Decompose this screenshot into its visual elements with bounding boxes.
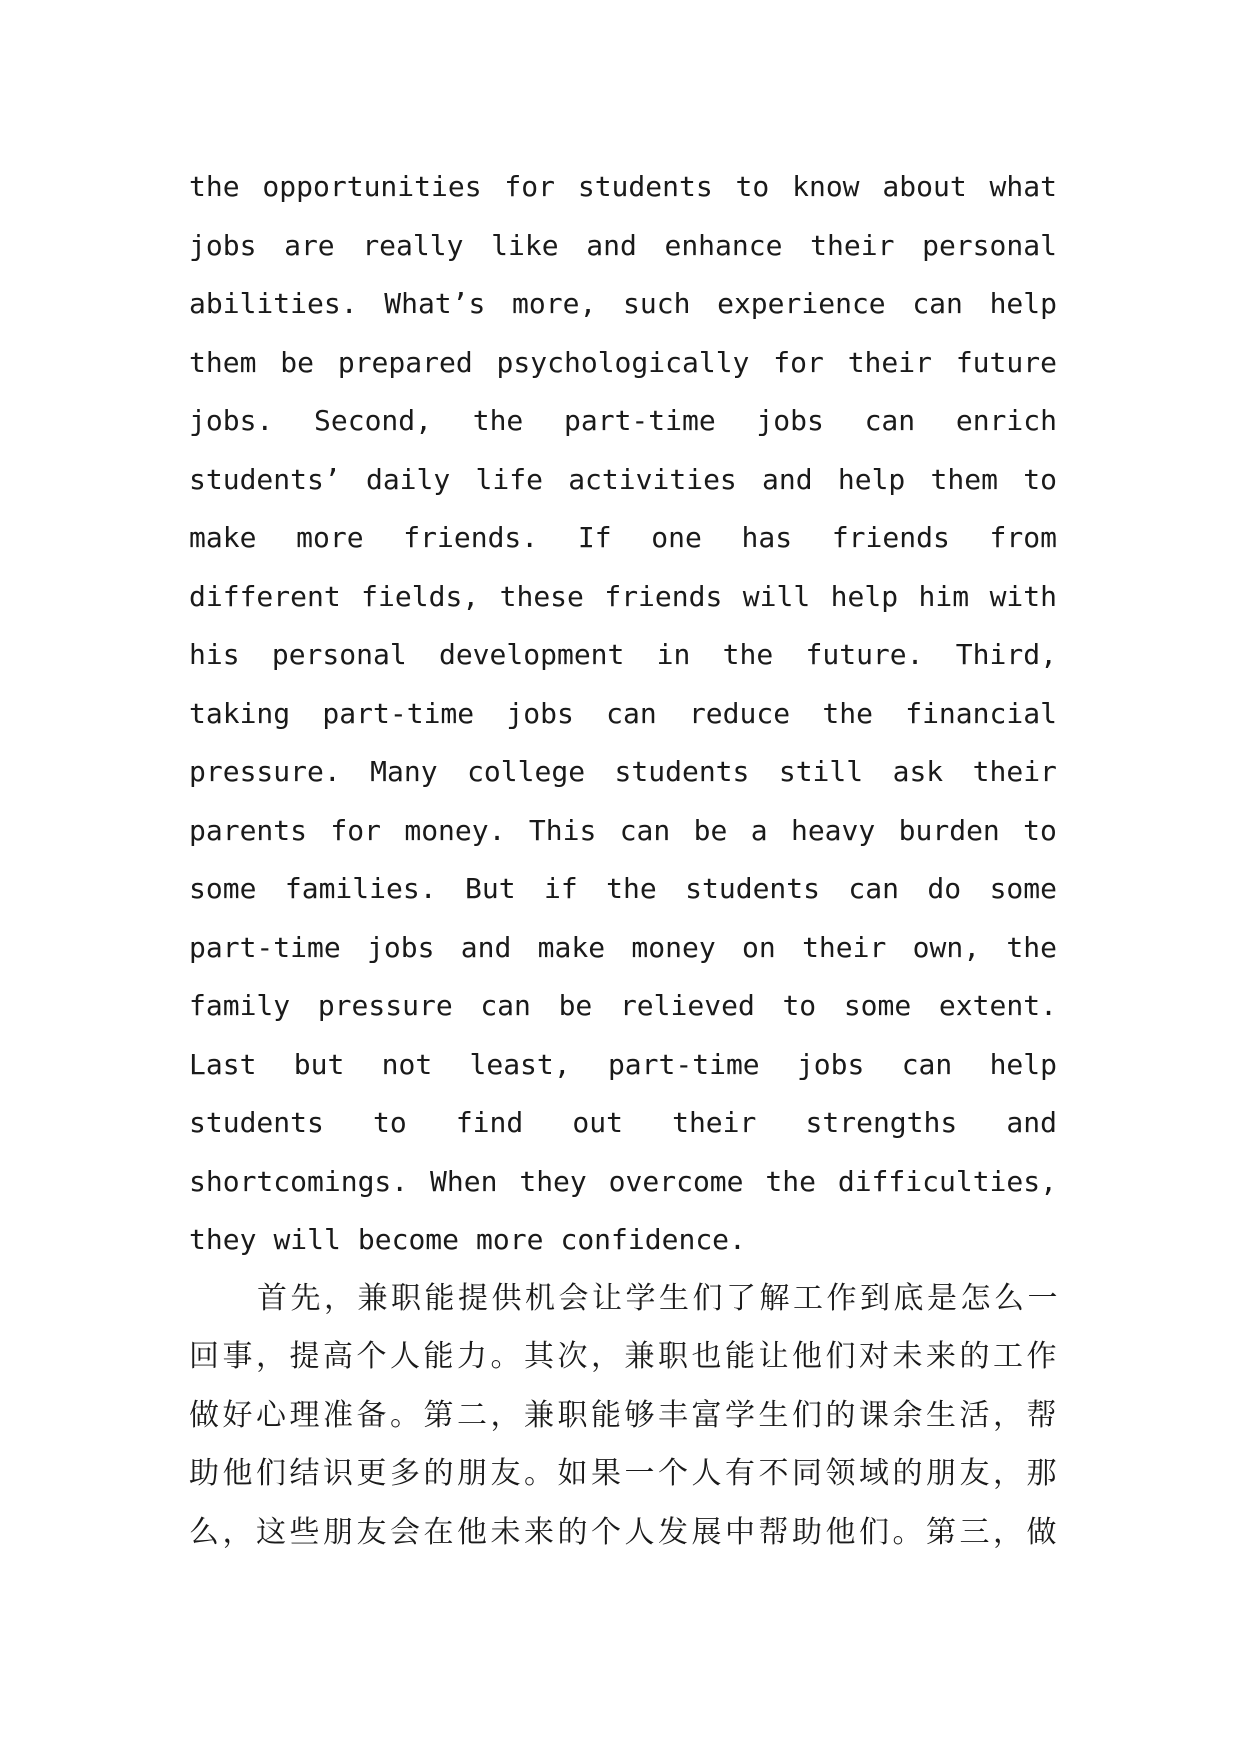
document-body	[189, 158, 1061, 1562]
word: can	[606, 696, 657, 730]
word: can	[848, 872, 899, 905]
word: can	[480, 989, 531, 1022]
word: jobs	[796, 1047, 865, 1081]
word: ask	[892, 755, 944, 788]
word: psychologically	[496, 345, 750, 379]
word: financial	[905, 696, 1057, 730]
word: the	[722, 638, 774, 671]
word: a	[750, 813, 768, 847]
word: be	[558, 989, 593, 1022]
word: their	[672, 1106, 757, 1139]
word: This	[528, 813, 597, 847]
word: if	[544, 872, 578, 905]
word: overcome	[608, 1164, 744, 1198]
word: their	[810, 228, 895, 262]
word: future	[955, 345, 1057, 379]
word: will	[742, 579, 811, 613]
chinese-text-line: 首先，兼职能提供机会让学生们了解工作到底是怎么一	[257, 1280, 1061, 1316]
word: money.	[404, 813, 506, 847]
text-line	[189, 919, 1057, 978]
word: jobs	[756, 404, 824, 437]
word: extent.	[938, 989, 1057, 1022]
word: friends	[604, 579, 723, 613]
word: own,	[912, 930, 981, 964]
text-line	[189, 451, 1057, 510]
text-line	[189, 1153, 1057, 1212]
chinese-paragraph	[189, 1270, 1061, 1563]
word: about	[882, 170, 967, 203]
word: pressure	[317, 989, 453, 1022]
word: different	[189, 579, 341, 613]
word: his	[189, 638, 240, 671]
word: for	[504, 170, 555, 203]
word: development	[438, 638, 625, 671]
word: some	[189, 872, 257, 905]
text-line	[189, 334, 1057, 393]
word: do	[927, 872, 962, 905]
word: college	[467, 755, 586, 788]
word: When	[430, 1164, 498, 1198]
word: be	[693, 813, 728, 847]
word: and	[586, 228, 637, 262]
text-line	[189, 568, 1057, 627]
word: part-time	[607, 1047, 760, 1081]
word: daily	[365, 462, 451, 496]
text-line	[189, 1211, 1057, 1270]
word: family	[189, 989, 291, 1022]
text-line	[189, 802, 1057, 861]
word: in	[656, 638, 691, 671]
word: some	[989, 872, 1057, 905]
word: to	[372, 1106, 407, 1139]
word: enhance	[664, 228, 783, 262]
word: students	[614, 755, 750, 788]
word: and	[460, 930, 512, 964]
word: they	[519, 1164, 587, 1198]
word: relieved	[619, 989, 755, 1022]
word: least,	[469, 1047, 571, 1081]
word: Second,	[314, 404, 433, 437]
word: confidence.	[560, 1223, 746, 1256]
word: to	[1023, 462, 1057, 496]
word: activities	[568, 462, 737, 496]
word: from	[989, 521, 1057, 554]
word: can	[619, 813, 671, 847]
text-line	[189, 626, 1057, 685]
word: they	[189, 1223, 257, 1256]
word: difficulties,	[837, 1164, 1057, 1198]
word: for	[330, 813, 381, 847]
word: make	[189, 521, 257, 554]
word: jobs	[367, 930, 435, 964]
word: friends	[831, 521, 950, 554]
word: students’	[189, 462, 341, 496]
word: help	[989, 287, 1057, 320]
text-line	[189, 685, 1057, 744]
word: burden	[898, 813, 1000, 847]
text-line	[189, 1036, 1057, 1095]
word: on	[742, 930, 776, 964]
word: to	[1023, 813, 1057, 847]
word: opportunities	[262, 170, 482, 203]
chinese-text-line: 回事，提高个人能力。其次，兼职也能让他们对未来的工作	[189, 1339, 1060, 1374]
word: to	[782, 989, 817, 1022]
word: the	[606, 872, 657, 905]
word: But	[465, 872, 516, 905]
word: more,	[512, 287, 597, 320]
word: can	[864, 404, 916, 437]
text-line	[189, 392, 1057, 451]
word: personal	[271, 638, 407, 671]
chinese-text-line: 助他们结识更多的朋友。如果一个人有不同领域的朋友，那	[189, 1456, 1060, 1491]
word: taking	[189, 696, 291, 730]
chinese-text-line: 么，这些朋友会在他未来的个人发展中帮助他们。第三，做	[189, 1514, 1060, 1550]
word: life	[475, 462, 543, 496]
word: personal	[922, 228, 1057, 262]
word: him	[918, 579, 970, 613]
word: Many	[370, 755, 438, 788]
word: help	[830, 579, 899, 613]
text-line	[189, 743, 1057, 802]
word: If	[577, 521, 612, 554]
word: out	[572, 1106, 623, 1139]
word: become	[357, 1223, 460, 1256]
word: help	[989, 1047, 1057, 1081]
word: the	[472, 404, 524, 437]
word: jobs	[506, 696, 574, 730]
word: Third,	[955, 638, 1057, 671]
word: reduce	[688, 696, 791, 730]
word: such	[623, 287, 691, 320]
text-line	[189, 977, 1057, 1036]
word: part-time	[189, 930, 341, 964]
word: students	[577, 170, 713, 203]
chinese-text-line: 做好心理准备。第二，兼职能够丰富学生们的课余生活，帮	[189, 1397, 1060, 1433]
word: like	[491, 228, 559, 262]
word: can	[912, 287, 963, 320]
word: and	[762, 462, 813, 496]
word: enrich	[955, 404, 1057, 437]
word: still	[778, 755, 864, 788]
word: jobs.	[189, 404, 274, 437]
word: students	[189, 1106, 324, 1139]
word: the	[822, 696, 873, 730]
word: friends.	[403, 521, 539, 554]
word: be	[280, 345, 314, 379]
word: can	[901, 1047, 953, 1081]
word: help	[837, 462, 906, 496]
word: and	[1006, 1106, 1057, 1139]
word: has	[741, 521, 793, 554]
word: make	[537, 930, 606, 964]
word: future.	[805, 638, 924, 671]
word: know	[792, 170, 860, 203]
word: their	[847, 345, 932, 379]
word: are	[284, 228, 335, 262]
word: the	[189, 170, 240, 203]
text-line	[189, 275, 1057, 334]
word: really	[362, 228, 464, 262]
text-line	[189, 509, 1057, 568]
word: one	[651, 521, 702, 554]
word: these	[499, 579, 584, 613]
word: part-time	[322, 696, 475, 730]
text-line	[189, 217, 1057, 276]
word: their	[972, 755, 1057, 788]
word: pressure.	[189, 755, 341, 788]
word: the	[765, 1164, 816, 1198]
word: to	[735, 170, 770, 203]
word: will	[273, 1223, 341, 1256]
word: What’s	[384, 287, 486, 320]
word: families.	[284, 872, 437, 905]
text-line	[189, 1094, 1057, 1153]
word: fields,	[361, 579, 480, 613]
word: some	[843, 989, 912, 1022]
text-line	[189, 158, 1057, 217]
word: part-time	[564, 404, 716, 437]
word: experience	[717, 287, 886, 320]
word: with	[989, 579, 1057, 613]
word: for	[773, 345, 824, 379]
word: more	[296, 521, 364, 554]
word: Last	[189, 1047, 257, 1081]
text-line	[189, 860, 1057, 919]
word: shortcomings.	[189, 1164, 409, 1198]
word: jobs	[189, 228, 257, 262]
word: students	[685, 872, 820, 905]
word: their	[802, 930, 887, 964]
word: strengths	[805, 1106, 958, 1139]
word: heavy	[790, 813, 876, 847]
english-paragraph	[189, 158, 1057, 1270]
word: parents	[189, 813, 308, 847]
word: find	[455, 1106, 524, 1139]
word: but	[293, 1047, 345, 1081]
word: prepared	[337, 345, 473, 379]
word: what	[989, 170, 1057, 203]
word: them	[930, 462, 998, 496]
word: money	[631, 930, 716, 964]
word: the	[1006, 930, 1057, 964]
word: not	[381, 1047, 433, 1081]
word: abilities.	[189, 287, 358, 320]
word: more	[476, 1223, 544, 1256]
word: them	[189, 345, 257, 379]
